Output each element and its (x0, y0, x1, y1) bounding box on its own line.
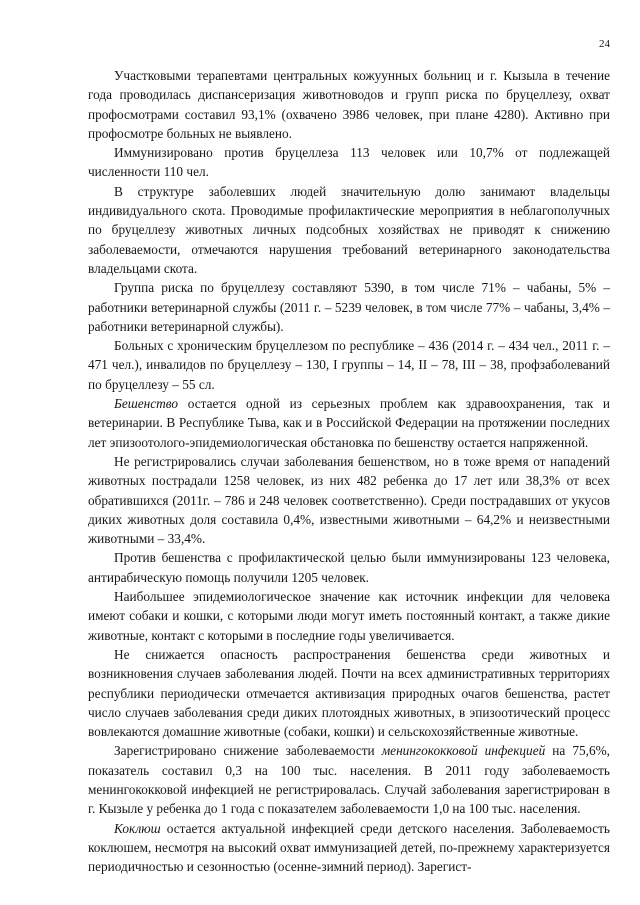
term-pertussis: Коклюш (114, 820, 161, 836)
paragraph-pertussis (88, 819, 610, 877)
paragraph-text: на 75,6%, показатель составил 0,3 на 100 тыс. населения. В 2011 году заболеваемость менингококковой инфекцией не регистрировалась. Случай заболевания зарегистрирован в г. Кызыле у ребенка до 1 года с показателем заболеваемости 1,0 на 100 тыс. населения. (88, 743, 610, 817)
paragraph-rabies-danger (88, 645, 610, 741)
paragraph-rabies-immunization (88, 548, 610, 587)
paragraph-text: Не регистрировались случаи заболевания бешенством, но в тоже время от нападений животных пострадали 1258 человек, из них 482 ребенка до 17 лет или 38,3% от всех обратившихся (2011г. – 786 и 248 человек соответственно). Среди пострадавших от укусов диких животных доля составила 0,4%, известными животными – 64,2% и неизвестными животными – 33,4%. (88, 453, 610, 547)
paragraph-text-lead: Зарегистрировано снижение заболеваемости (114, 743, 382, 759)
paragraph-text: Иммунизировано против бруцеллеза 113 человек или 10,7% от подлежащей численности 110 чел. (88, 145, 610, 180)
paragraph-chronic-brucellosis (88, 336, 610, 394)
paragraph-rabies-intro (88, 394, 610, 452)
paragraph-text: Наибольшее эпидемиологическое значение как источник инфекции для человека имеют собаки и кошки, с которыми люди могут иметь постоянный контакт, а также дикие животные, контакт с которыми в последние годы увеличивается. (88, 589, 610, 643)
paragraph-text: Против бешенства с профилактической целью были иммунизированы 123 человека, антирабическую помощь получили 1205 человек. (88, 550, 610, 585)
paragraph-livestock-owners (88, 182, 610, 278)
paragraph-text: Группа риска по бруцеллезу составляют 5390, в том числе 71% – чабаны, 5% – работники ветеринарной службы (2011 г. – 5239 человек, в том числе 77% – чабаны, 3,4% – работники ветеринарной службы). (88, 280, 610, 334)
paragraph-risk-group (88, 278, 610, 336)
paragraph-text: остается одной из серьезных проблем как здравоохранения, так и ветеринарии. В Республике Тыва, как и в Российской Федерации на протяжении последних лет эпизоотолого-эпидемиологическая обстановка по бешенству остается напряженной. (88, 396, 610, 450)
paragraph-text: остается актуальной инфекцией среди детского населения. Заболеваемость коклюшем, несмотря на высокий охват иммунизацией детей, по-прежнему характеризуется периодичностью и сезонностью (осенне-зимний период). Зарегист- (88, 820, 610, 875)
term-meningococcal-infection: менингококковой инфекцией (381, 743, 546, 759)
body-text (88, 66, 610, 876)
term-rabies: Бешенство (114, 396, 179, 412)
paragraph-text: Не снижается опасность распространения бешенства среди животных и возникновения случаев заболевания людей. Почти на всех административных территориях республики периодически отмечается активизация природных очагов бешенства, растет число случаев заболевания среди диких плотоядных животных, в эпизоотический процесс вовлекаются домашние животные (собаки, кошки) и сельскохозяйственные животные. (88, 646, 610, 740)
paragraph-animal-attacks (88, 452, 610, 548)
paragraph-text: Больных с хроническим бруцеллезом по республике – 436 (2014 г. – 434 чел., 2011 г. – 471 чел.), инвалидов по бруцеллезу – 130, I группы – 14, II – 78, III – 38, профзаболеваний по бруцеллезу – 55 сл. (88, 338, 610, 392)
paragraph-text: В структуре заболевших людей значительную долю занимают владельцы индивидуального скота. Проводимые профилактические мероприятия в неблагополучных по бруцеллезу животных личных подсобных хозяйствах не приводят к снижению заболеваемости, отмечаются нарушения требований ветеринарного законодательства владельцами скота. (88, 183, 610, 276)
paragraph-meningococcal (88, 741, 610, 818)
paragraph-brucellosis-screening (88, 66, 610, 143)
paragraph-text: Участковыми терапевтами центральных кожуунных больниц и г. Кызыла в течение года проводилась диспансеризация животноводов и групп риска по бруцеллезу, охват профосмотрами составил 93,1% (охвачено 3986 человек, при плане 4280). Активно при профосмотре больных не выявлено. (88, 68, 610, 141)
page-number: 24 (599, 38, 610, 50)
paragraph-infection-sources (88, 587, 610, 645)
paragraph-brucellosis-immunization (88, 143, 610, 182)
